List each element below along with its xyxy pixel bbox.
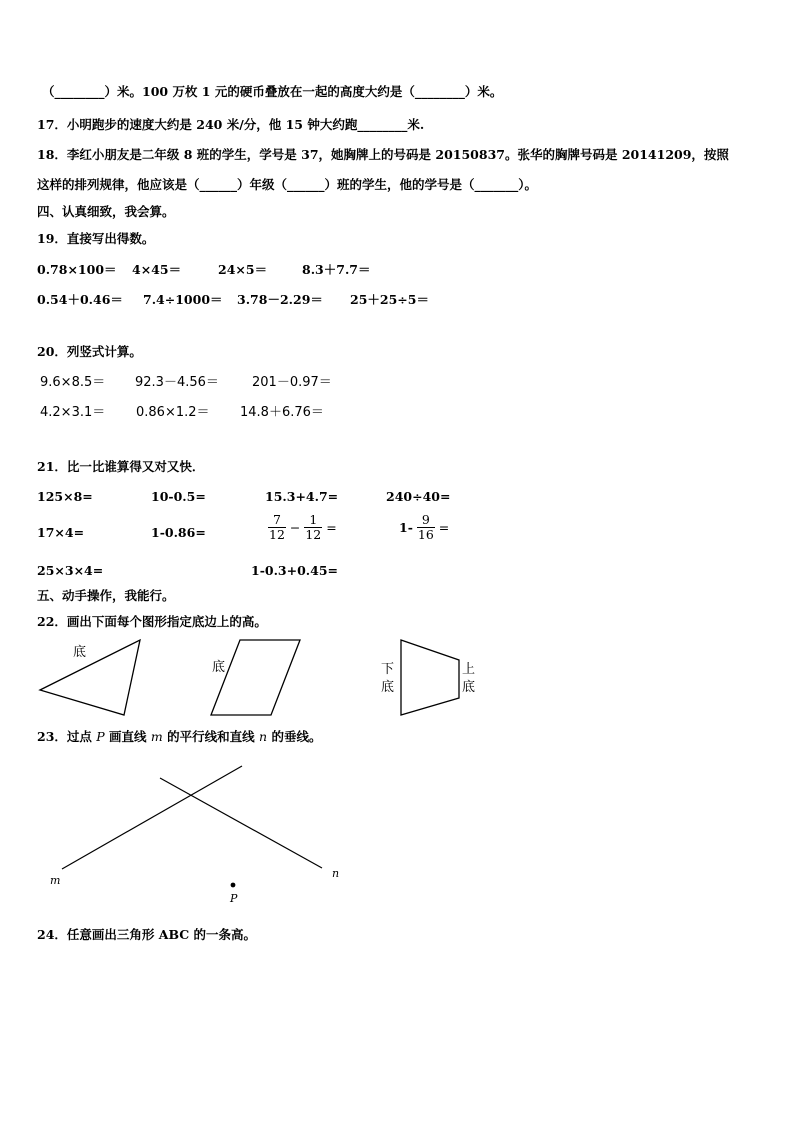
q21-r2c1: 17×4= xyxy=(37,525,85,540)
q21-r3c1: 25×3×4= xyxy=(37,563,104,578)
section4-title: 四、认真细致，我会算。 xyxy=(37,204,175,219)
trapezoid-upper-label-2: 底 xyxy=(462,680,476,695)
denominator: 16 xyxy=(417,527,434,542)
q19-r2c4: 25＋25÷5＝ xyxy=(350,292,429,307)
q19-r1c2: 4×45＝ xyxy=(132,262,182,277)
q24-text: 24．任意画出三角形 ABC 的一条高。 xyxy=(37,927,257,942)
q19-r2c1: 0.54＋0.46＝ xyxy=(37,292,123,307)
equals-sign: = xyxy=(438,520,450,535)
q20-r2c3: 14.8＋6.76＝ xyxy=(240,405,324,420)
minus-sign: − xyxy=(289,520,301,535)
triangle-base-label: 底 xyxy=(73,645,87,660)
q21-r1c4: 240÷40= xyxy=(386,489,451,504)
line-n-label: n xyxy=(332,867,340,880)
denominator: 12 xyxy=(269,527,285,542)
numerator: 9 xyxy=(417,513,435,528)
q21-r2c2: 1-0.86= xyxy=(151,525,206,540)
parallelogram-base-label: 底 xyxy=(212,660,226,675)
q19-title: 19．直接写出得数。 xyxy=(37,231,155,246)
q16-line: （________）米。100 万枚 1 元的硬币叠放在一起的高度大约是（________）米。 xyxy=(42,84,503,99)
q20-r1c1: 9.6×8.5＝ xyxy=(40,375,106,390)
q21-r1c3: 15.3+4.7= xyxy=(265,489,339,504)
point-p-label: P xyxy=(230,892,238,905)
line-m xyxy=(62,766,242,869)
line-n xyxy=(160,778,322,868)
q23-post: 的垂线。 xyxy=(271,729,322,744)
line-m-label: m xyxy=(50,874,61,887)
q21-title: 21．比一比谁算得又对又快． xyxy=(37,459,205,474)
q21-r1c2: 10-0.5= xyxy=(151,489,206,504)
q23-mid1: 画直线 xyxy=(109,729,147,744)
trapezoid-lower-label-2: 底 xyxy=(381,680,395,695)
q18-line2: 这样的排列规律，他应该是（______）年级（______）班的学生，他的学号是（_______）。 xyxy=(37,177,538,192)
q20-r1c3: 201－0.97＝ xyxy=(252,375,332,390)
q20-r2c2: 0.86×1.2＝ xyxy=(136,405,210,420)
q18-line1: 18．李红小朋友是二年级 8 班的学生，学号是 37，她胸牌上的号码是 20150837。张华的胸牌号码是 20141209，按照 xyxy=(37,147,729,162)
q19-r1c4: 8.3＋7.7＝ xyxy=(302,262,371,277)
q17-text: 17．小明跑步的速度大约是 240 米/分，他 15 钟大约跑________米. xyxy=(37,117,425,132)
q21-r1c1: 125×8= xyxy=(37,489,93,504)
line-n-ref: n xyxy=(259,729,268,744)
q20-title: 20．列竖式计算。 xyxy=(37,344,142,359)
line-m-ref: m xyxy=(150,729,163,744)
q19-r1c3: 24×5＝ xyxy=(218,262,268,277)
q23-pre: 23．过点 xyxy=(37,729,92,744)
q19-r1c1: 0.78×100＝ xyxy=(37,262,117,277)
q19-r2c2: 7.4÷1000＝ xyxy=(143,292,223,307)
denominator: 12 xyxy=(305,527,322,542)
point-p-ref: P xyxy=(96,729,105,744)
q20-r2c1: 4.2×3.1＝ xyxy=(40,405,106,420)
q21-r3c2: 1-0.3+0.45= xyxy=(251,563,339,578)
one-minus: 1- xyxy=(399,520,413,535)
point-p xyxy=(231,883,236,888)
equals-sign: = xyxy=(326,520,337,535)
trapezoid-upper-label-1: 上 xyxy=(462,662,476,677)
section5-title: 五、动手操作，我能行。 xyxy=(37,588,175,603)
numerator: 7 xyxy=(268,513,286,528)
q20-r1c2: 92.3－4.56＝ xyxy=(135,375,219,390)
q19-r2c3: 3.78－2.29＝ xyxy=(237,292,323,307)
q23-mid2: 的平行线和直线 xyxy=(167,729,255,744)
q22-title: 22．画出下面每个图形指定底边上的高。 xyxy=(37,614,267,629)
trapezoid-lower-label-1: 下 xyxy=(381,662,395,677)
numerator: 1 xyxy=(304,513,322,528)
